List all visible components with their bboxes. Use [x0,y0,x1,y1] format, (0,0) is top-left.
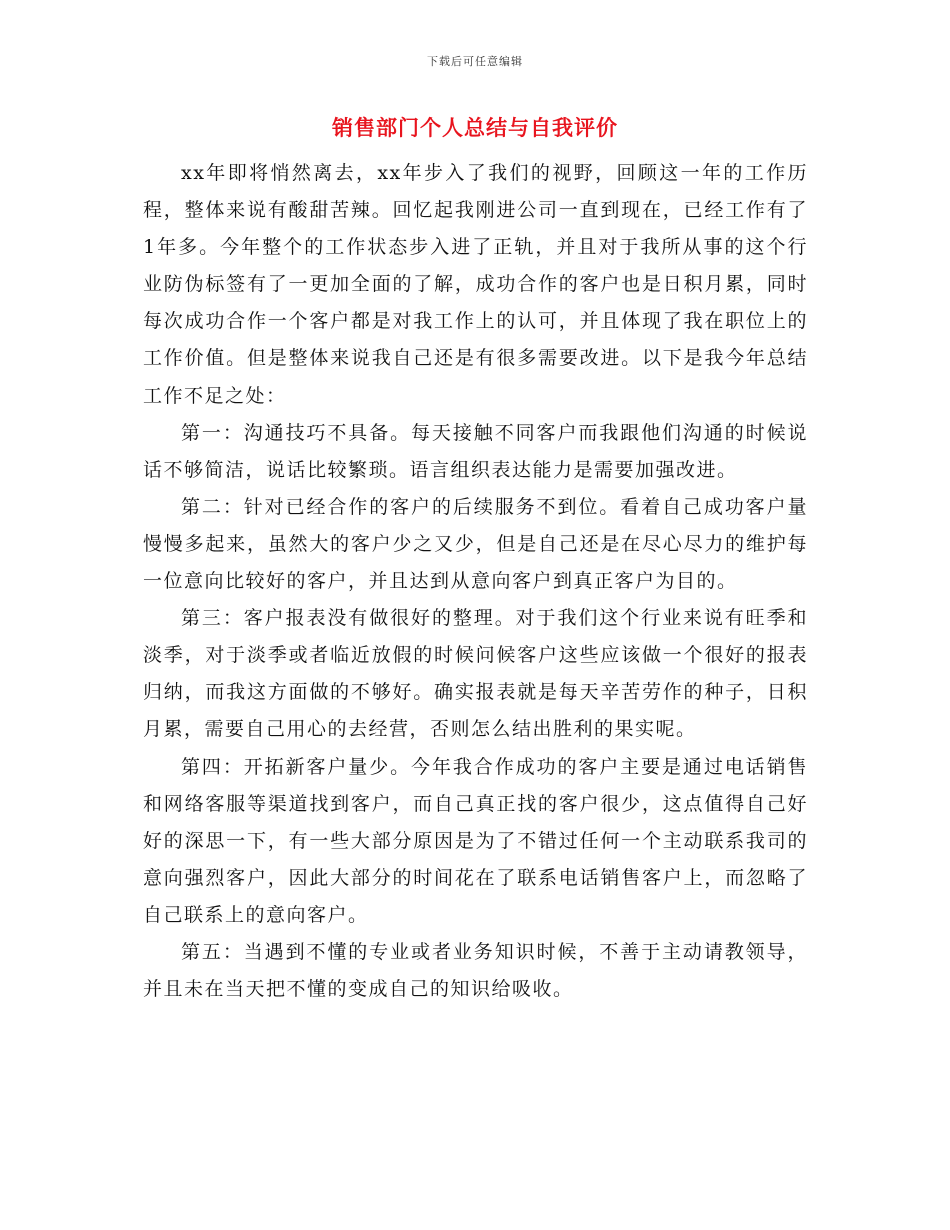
paragraph-point-1: 第一：沟通技巧不具备。每天接触不同客户而我跟他们沟通的时候说话不够简洁，说话比较繁琐。语言组织表达能力是需要加强改进。 [143,421,808,481]
paragraph-point-2: 第二：针对已经合作的客户的后续服务不到位。看着自己成功客户量慢慢多起来，虽然大的客户少之又少，但是自己还是在尽心尽力的维护每一位意向比较好的客户，并且达到从意向客户到真正客户为目的。 [143,495,808,593]
paragraph-point-3: 第三：客户报表没有做很好的整理。对于我们这个行业来说有旺季和淡季，对于淡季或者临近放假的时候问候客户这些应该做一个很好的报表归纳，而我这方面做的不够好。确实报表就是每天辛苦劳作的种子，日积月累，需要自己用心的去经营，否则怎么结出胜利的果实呢。 [143,607,808,741]
paragraph-point-4: 第四：开拓新客户量少。今年我合作成功的客户主要是通过电话销售和网络客服等渠道找到客户，而自己真正找的客户很少，这点值得自己好好的深思一下，有一些大部分原因是为了不错过任何一个主动联系我司的意向强烈客户，因此大部分的时间花在了联系电话销售客户上，而忽略了自己联系上的意向客户。 [143,755,808,926]
header-note: 下载后可任意编辑 [427,55,523,68]
document-body [143,155,808,1008]
paragraph-point-5: 第五：当遇到不懂的专业或者业务知识时候，不善于主动请教领导，并且未在当天把不懂的变成自己的知识给吸收。 [143,940,808,1001]
document-title: 销售部门个人总结与自我评价 [332,115,618,140]
paragraph-intro: xx年即将悄然离去，xx年步入了我们的视野，回顾这一年的工作历程，整体来说有酸甜苦辣。回忆起我刚进公司一直到现在，已经工作有了1年多。今年整个的工作状态步入进了正轨，并且对于我所从事的这个行业防伪标签有了一更加全面的了解，成功合作的客户也是日积月累，同时每次成功合作一个客户都是对我工作上的认可，并且体现了我在职位上的工作价值。但是整体来说我自己还是有很多需要改进。以下是我今年总结工作不足之处： [143,162,808,407]
